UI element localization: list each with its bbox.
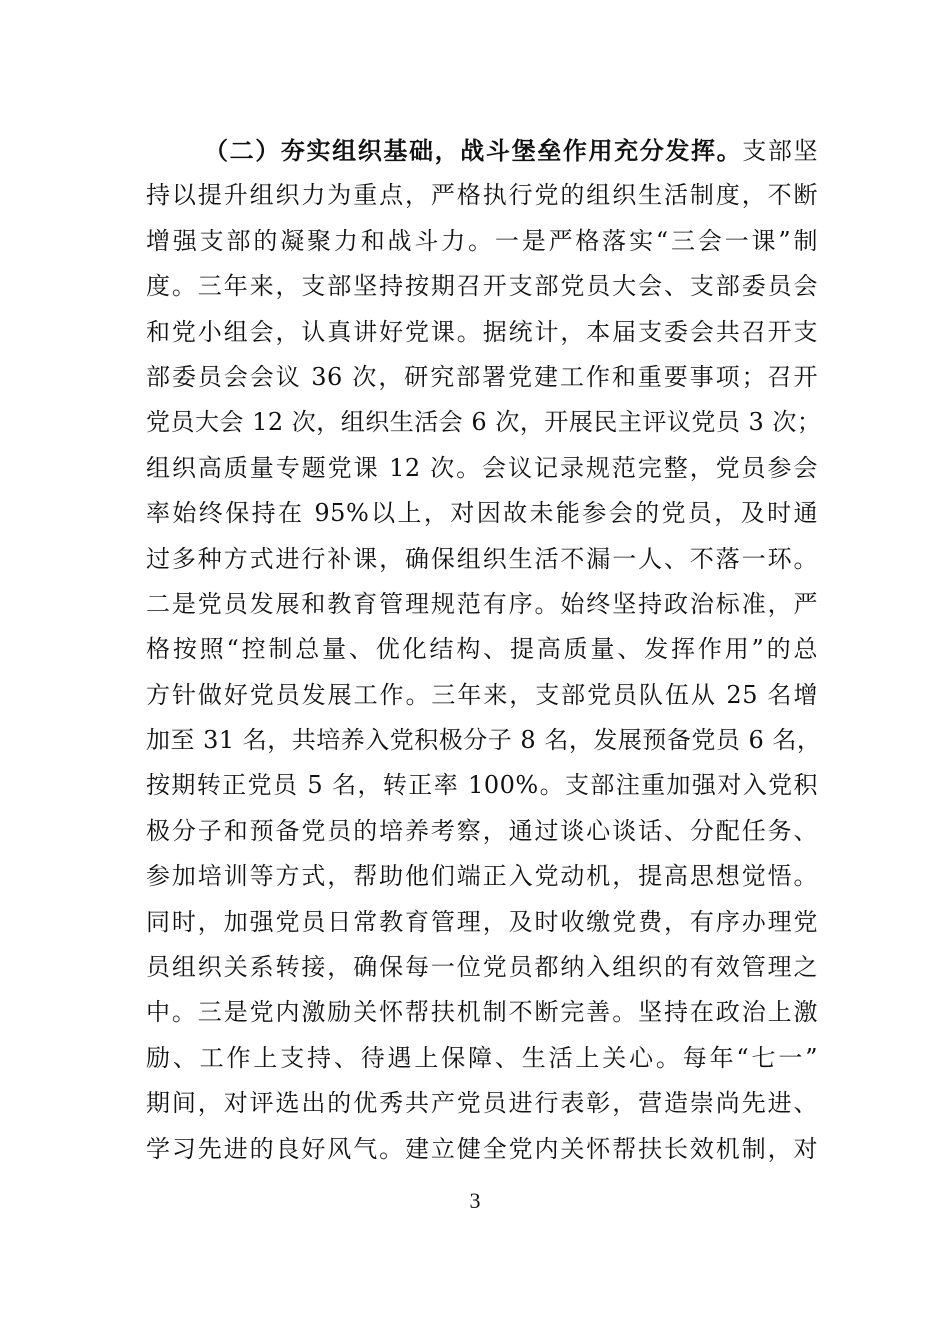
paragraph-line: 党员大会 12 次，组织生活会 6 次，开展民主评议党员 3 次； — [146, 408, 822, 437]
paragraph-line: 度。三年来，支部坚持按期召开支部党员大会、支部委员会 — [146, 272, 818, 301]
paragraph-line — [146, 128, 818, 173]
paragraph-line: 增强支部的凝聚力和战斗力。一是严格落实“三会一课”制 — [146, 226, 818, 255]
paragraph-line: 员组织关系转接，确保每一位党员都纳入组织的有效管理之 — [146, 953, 818, 982]
paragraph-line: 极分子和预备党员的培养考察，通过谈心谈话、分配任务、 — [146, 816, 818, 845]
paragraph-line: 中。三是党内激励关怀帮扶机制不断完善。坚持在政治上激 — [146, 998, 818, 1027]
paragraph-line: 过多种方式进行补课，确保组织生活不漏一人、不落一环。 — [146, 544, 818, 573]
paragraph-line: 按期转正党员 5 名，转正率 100%。支部注重加强对入党积 — [146, 771, 818, 800]
paragraph-line: 率始终保持在 95%以上，对因故未能参会的党员，及时通 — [146, 499, 818, 528]
section-heading: （二）夯实组织基础，战斗堡垒作用充分发挥。 — [204, 136, 743, 165]
paragraph-line: 二是党员发展和教育管理规范有序。始终坚持政治标准，严 — [146, 589, 818, 618]
paragraph-line: 格按照“控制总量、优化结构、提高质量、发挥作用”的总 — [146, 635, 818, 664]
paragraph-line: 参加培训等方式，帮助他们端正入党动机，提高思想觉悟。 — [146, 862, 818, 891]
paragraph-line: 部委员会会议 36 次，研究部署党建工作和重要事项；召开 — [146, 362, 818, 391]
paragraph-line: 同时，加强党员日常教育管理，及时收缴党费，有序办理党 — [146, 907, 818, 936]
line-text: 支部坚 — [742, 137, 819, 165]
paragraph-line: 学习先进的良好风气。建立健全党内关怀帮扶长效机制，对 — [146, 1134, 818, 1163]
paragraph-line: 励、工作上支持、待遇上保障、生活上关心。每年“七一” — [146, 1043, 818, 1072]
paragraph-line: 组织高质量专题党课 12 次。会议记录规范完整，党员参会 — [146, 453, 818, 482]
page-number: 3 — [469, 1188, 481, 1213]
paragraph-line: 持以提升组织力为重点，严格执行党的组织生活制度，不断 — [146, 181, 818, 210]
body-paragraph — [146, 128, 822, 1172]
paragraph-line: 和党小组会，认真讲好党课。据统计，本届支委会共召开支 — [146, 317, 818, 346]
paragraph-line: 方针做好党员发展工作。三年来，支部党员队伍从 25 名增 — [146, 680, 818, 709]
paragraph-line: 加至 31 名，共培养入党积极分子 8 名，发展预备党员 6 名， — [146, 726, 822, 755]
paragraph-line: 期间，对评选出的优秀共产党员进行表彰，营造崇尚先进、 — [146, 1089, 818, 1118]
